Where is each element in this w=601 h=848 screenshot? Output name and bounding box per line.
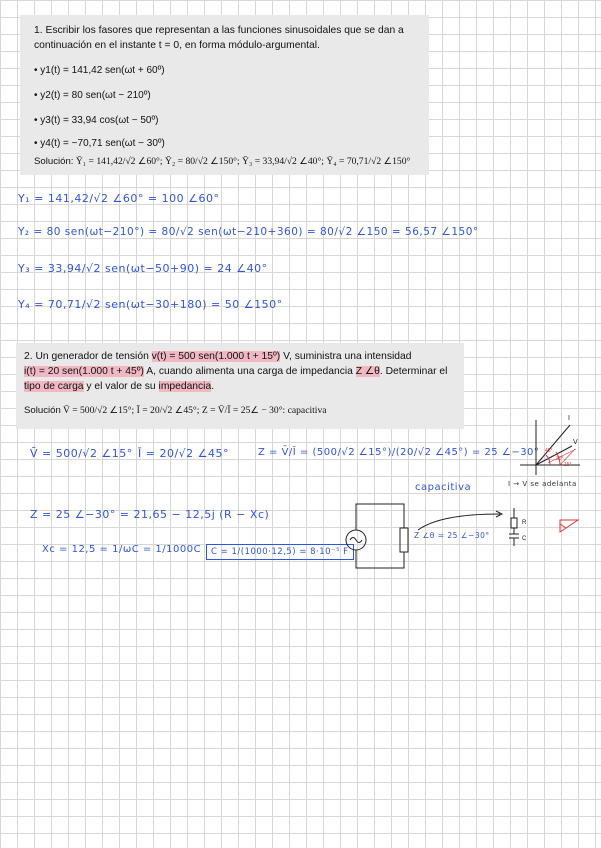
angle-30-label: 30° [556, 456, 564, 462]
p2-text-b: V, suministra una intensidad [280, 351, 412, 362]
impedance-triangle-sketch [560, 520, 578, 532]
note-z: Z = V̄/Ī = (500/√2 ∠15°)/(20/√2 ∠45°) = 25 ∠−30° [258, 447, 540, 458]
bullet-y2: • y2(t) = 80 sen(ωt − 210º) [34, 90, 151, 101]
note-y4: Y₄ = 70,71/√2 sen(ωt−30+180) = 50 ∠150° [18, 298, 283, 311]
note-z-rect: Z = 25 ∠−30° = 21,65 − 12,5j (R − Xc) [30, 508, 270, 521]
note-y3: Y₃ = 33,94/√2 sen(ωt−50+90) = 24 ∠40° [18, 262, 268, 275]
bullet-y1: • y1(t) = 141,42 sen(ωt + 60º) [34, 65, 165, 76]
load-impedance [400, 528, 408, 552]
c-label: C [522, 536, 527, 542]
note-v: V̄ = 500/√2 ∠15° [30, 447, 133, 460]
phasor-v-label: V [573, 439, 578, 446]
note-capacitiva: capacitiva [415, 482, 472, 493]
p2-text-f: . [211, 381, 215, 392]
p2-text-d: . Determinar el [379, 366, 448, 377]
note-y1: Y₁ = 141,42/√2 ∠60° = 100 ∠60° [18, 192, 220, 205]
note-y2: Y₂ = 80 sen(ωt−210°) = 80/√2 sen(ωt−210+360) = 80/√2 ∠150 = 56,57 ∠150° [18, 226, 479, 238]
p2-voltage: v(t) = 500 sen(1.000 t + 15º) [151, 351, 281, 362]
rc-symbol [509, 508, 519, 546]
note-adelantada: I → V se adelanta [508, 480, 577, 488]
solution-2-text: V̄ = 500/√2 ∠15°; Ī = 20/√2 ∠45°; Z = V̄/Ī = 25∠ − 30°: capacitiva [63, 405, 327, 416]
p2-text-e: y el valor de su [83, 381, 159, 392]
note-xc: Xc = 12,5 = 1/ωC = 1/1000C [42, 544, 202, 555]
p2-load-type: tipo de carga [24, 381, 84, 392]
phasor-i-arrow [536, 425, 570, 465]
note-i: Ī = 20/√2 ∠45° [138, 447, 230, 460]
circuit-diagram [346, 504, 502, 568]
angle-45-label: 45° [545, 448, 553, 454]
p2-text-a: 2. Un generador de tensión [24, 351, 152, 362]
phasor-i-label: I [568, 415, 570, 422]
solution-2-label: Solución [24, 405, 61, 416]
p2-text-c: A, cuando alimenta una carga de impedancia [143, 366, 356, 377]
bullet-y3: • y3(t) = 33,94 cos(ωt − 50º) [34, 115, 159, 126]
p2-impedance-symbol: Z ∠θ [355, 366, 380, 377]
problem-1-statement: 1. Escribir los fasores que representan a las funciones sinusoidales que se dan a continuación en el instante t = 0, en forma módulo-argumental. [34, 25, 404, 51]
p2-current: i(t) = 20 sen(1.000 t + 45º) [24, 366, 144, 377]
bullet-y4: • y4(t) = −70,71 sen(ωt − 30º) [34, 138, 165, 149]
r-label: R [522, 520, 527, 526]
solution-label: Solución: [34, 156, 74, 167]
p2-impedance-word: impedancia [158, 381, 212, 392]
note-z-box: Z ∠θ = 25 ∠−30° [414, 531, 490, 540]
angle-15-label: 15° [564, 462, 572, 468]
note-c-result: C = 1/(1000·12,5) = 8·10⁻⁵ F [206, 544, 354, 560]
solution-text: Ȳ₁ = 141,42/√2 ∠60°; Ȳ₂ = 80/√2 ∠150°; Ȳ₃ = 33,94/√2 ∠40°; Ȳ₄ = 70,71/√2 ∠150° [75, 156, 411, 167]
